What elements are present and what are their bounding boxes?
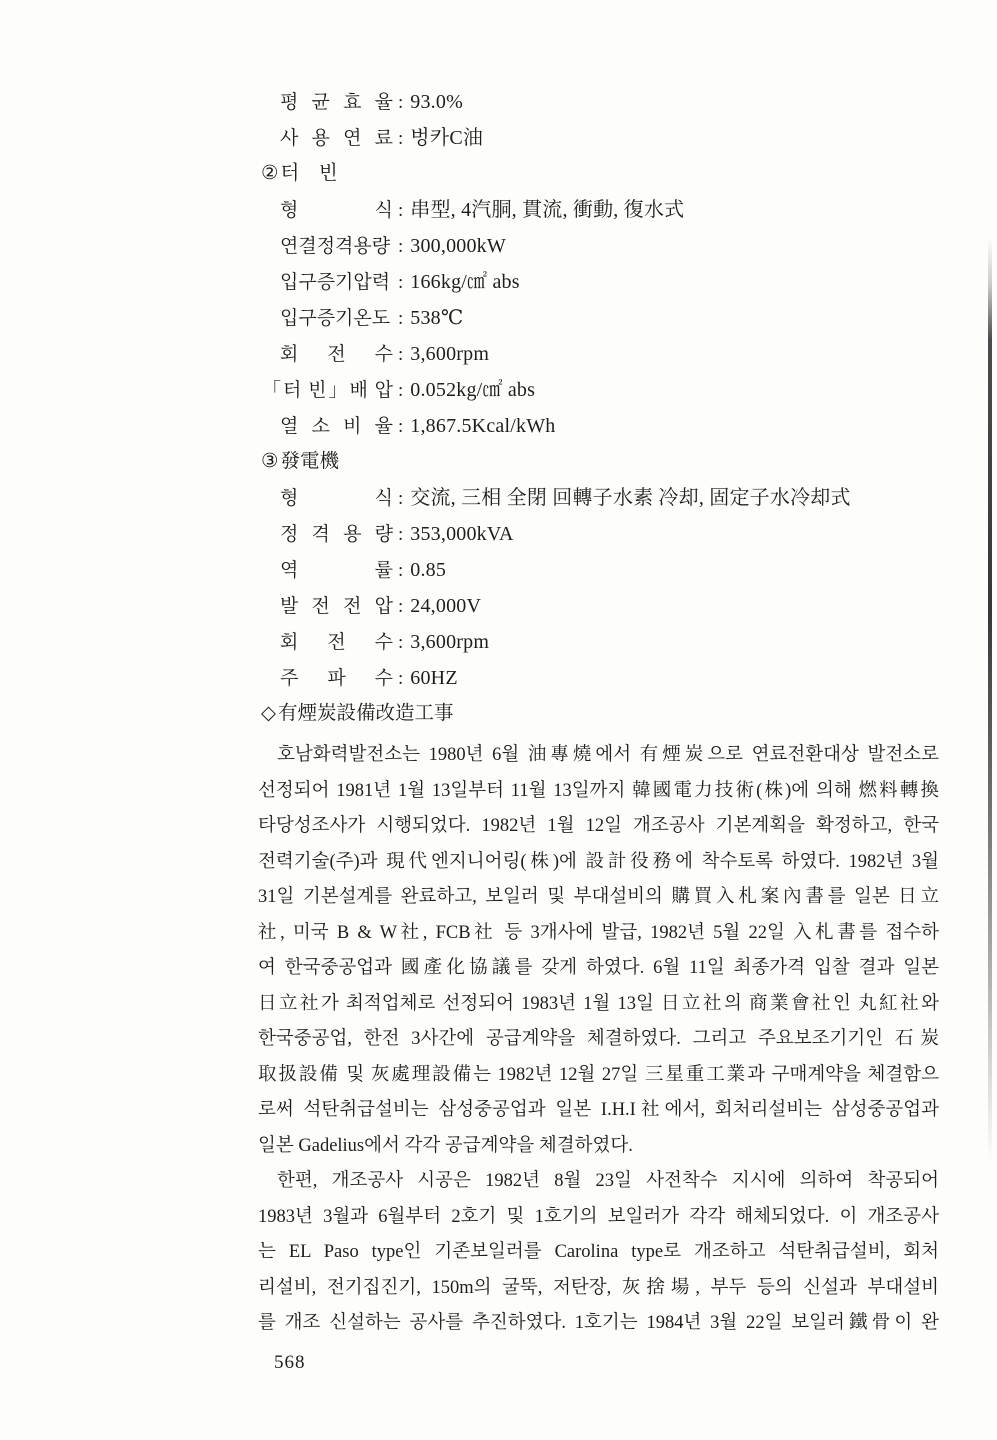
spec-value: 벙카C油 <box>410 127 484 149</box>
spec-row-fuel-used <box>258 120 939 156</box>
colon-separator: : <box>398 596 404 617</box>
spec-value: 166kg/㎠ abs <box>410 271 520 293</box>
text-line: 1983년 3월과 6월부터 2호기 및 1호기의 보일러가 각각 해체되었다. 이 개조공사 <box>258 1206 939 1227</box>
spec-value: 串型, 4汽胴, 貫流, 衝動, 復水式 <box>410 199 685 221</box>
colon-separator: : <box>398 416 404 437</box>
text-line: 호남화력발전소는 1980년 6월 油專燒에서 有煙炭으로 연료전환대상 발전소로 <box>277 745 939 765</box>
spec-label: 정 격 용 량 <box>280 524 393 545</box>
spec-value: 交流, 三相 全閉 回轉子水素 冷却, 固定子水冷却式 <box>410 487 851 509</box>
spec-row-generator-type <box>258 480 939 516</box>
text-line: 전력기술(주)과 現代엔지니어링(株)에 設計役務에 착수토록 하였다. 1982년 3월 <box>258 851 939 872</box>
text-line: 取扱設備 및 灰處理設備는 1982년 12월 27일 三星重工業과 구매계약을 체결함으 <box>258 1064 939 1085</box>
colon-separator: : <box>398 560 404 581</box>
colon-separator: : <box>398 668 404 689</box>
spec-label: 회 전 수 <box>280 344 393 365</box>
colon-separator: : <box>398 308 404 329</box>
spec-value: 3,600rpm <box>410 631 490 653</box>
spec-label: 사 용 연 료 <box>280 128 393 149</box>
spec-row-frequency <box>258 660 939 696</box>
colon-separator: : <box>398 128 404 149</box>
text-line: 타당성조사가 시행되었다. 1982년 1월 12일 개조공사 기본계획을 확정하고, 한국 <box>258 816 939 836</box>
text-line: 선정되어 1981년 1월 13일부터 11월 13일까지 韓國電力技術(株)에 의해 燃料轉換 <box>258 780 939 801</box>
text-line: 한편, 개조공사 시공은 1982년 8월 23일 사전착수 지시에 의하여 착공되어 <box>277 1171 939 1191</box>
spec-value: 300,000kW <box>410 235 506 257</box>
spec-row-inlet-steam-temperature <box>258 300 939 336</box>
spec-row-inlet-steam-pressure <box>258 264 939 300</box>
section-heading-generator <box>258 444 939 480</box>
colon-separator: : <box>398 92 404 113</box>
spec-label: 열 소 비 율 <box>280 416 393 437</box>
spec-value: 1,867.5Kcal/kWh <box>410 415 556 437</box>
spec-row-heat-rate <box>258 408 939 444</box>
text-line: 는 EL Paso type인 기존보일러를 Carolina type로 개조하고 석탄취급설비, 회처 <box>258 1242 939 1262</box>
spec-value: 353,000kVA <box>410 523 514 545</box>
circled-2-icon: ② <box>261 163 279 184</box>
spec-value: 3,600rpm <box>410 343 490 365</box>
section-title: 터 빈 <box>280 163 338 184</box>
spec-label: 입구증기온도 <box>280 308 391 329</box>
spec-row-generator-rpm <box>258 624 939 660</box>
spec-value: 0.85 <box>410 559 447 581</box>
spec-label: 발 전 전 압 <box>280 596 393 617</box>
spec-row-generation-voltage <box>258 588 939 624</box>
colon-separator: : <box>398 488 404 509</box>
spec-label: 회 전 수 <box>280 632 393 653</box>
colon-separator: : <box>398 200 404 221</box>
spec-row-turbine-rpm <box>258 336 939 372</box>
text-line: 社, 미국 B & W社, FCB社 등 3개사에 발급, 1982년 5월 22일 入札書를 접수하 <box>258 922 939 943</box>
text-line: 31일 기본설계를 완료하고, 보일러 및 부대설비의 購買入札案內書를 일본 日立 <box>258 887 939 907</box>
section-heading-coal-conversion <box>258 696 939 732</box>
spec-label: 형 식 <box>280 200 393 221</box>
section-title: 發電機 <box>280 451 339 472</box>
colon-separator: : <box>398 632 404 653</box>
spec-row-generator-rated-capacity <box>258 516 939 552</box>
body-text <box>258 738 939 1342</box>
text-line: 리설비, 전기집진기, 150m의 굴뚝, 저탄장, 灰捨場, 부두 등의 신설과 부대설비 <box>258 1277 939 1298</box>
scan-artifact-line <box>988 238 992 1163</box>
spec-value: 24,000V <box>410 595 482 617</box>
spec-label: 연결정격용량 <box>280 236 391 257</box>
spec-value: 60HZ <box>410 667 458 689</box>
spec-label: 「터 빈」배 압 <box>262 380 393 401</box>
spec-value: 93.0% <box>410 91 463 113</box>
spec-value: 538℃ <box>410 307 464 329</box>
spec-label: 입구증기압력 <box>280 272 391 293</box>
text-line: 를 개조 신설하는 공사를 추진하였다. 1호기는 1984년 3월 22일 보일러鐵骨이 완 <box>258 1313 939 1333</box>
colon-separator: : <box>398 236 404 257</box>
text-line: 로써 석탄취급설비는 삼성중공업과 일본 I.H.I社에서, 회처리설비는 삼성중공업과 <box>258 1100 939 1120</box>
text-line: 여 한국중공업과 國產化協議를 갖게 하였다. 6월 11일 최종가격 입찰 결과 일본 <box>258 958 939 978</box>
page-content <box>258 84 939 1374</box>
text-line: 日立社가 최적업체로 선정되어 1983년 1월 13일 日立社의 商業會社인 丸紅社와 <box>258 993 939 1014</box>
section-title: 有煙炭設備改造工事 <box>278 703 454 724</box>
spec-row-average-efficiency <box>258 84 939 120</box>
circled-3-icon: ③ <box>261 451 279 472</box>
colon-separator: : <box>398 272 404 293</box>
spec-label: 평 균 효 율 <box>280 92 393 113</box>
spec-label: 주 파 수 <box>280 668 393 689</box>
page-number: 568 <box>274 1351 306 1373</box>
spec-value: 0.052kg/㎠ abs <box>410 379 536 401</box>
colon-separator: : <box>398 524 404 545</box>
colon-separator: : <box>398 380 404 401</box>
colon-separator: : <box>398 344 404 365</box>
spec-row-turbine-type <box>258 192 939 228</box>
spec-row-rated-capacity <box>258 228 939 264</box>
diamond-icon: ◇ <box>261 703 276 724</box>
text-line: 한국중공업, 한전 3사간에 공급계약을 체결하였다. 그리고 주요보조기기인 石炭 <box>258 1029 939 1049</box>
spec-row-turbine-back-pressure <box>258 372 939 408</box>
spec-label: 형 식 <box>280 488 393 509</box>
text-line: 일본 Gadelius에서 각각 공급계약을 체결하였다. <box>258 1135 633 1156</box>
spec-row-power-factor <box>258 552 939 588</box>
spec-label: 역 률 <box>280 560 393 581</box>
section-heading-turbine <box>258 156 939 192</box>
